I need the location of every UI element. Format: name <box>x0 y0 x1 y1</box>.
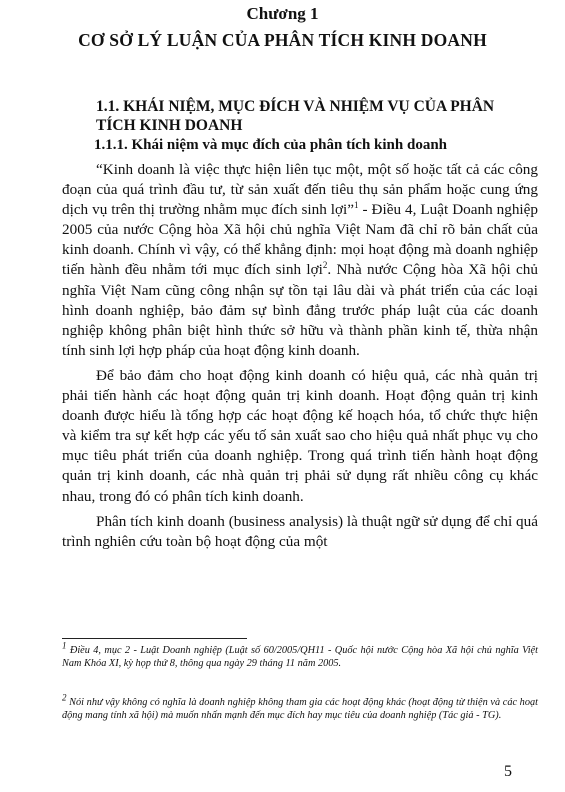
paragraph-1 <box>62 160 538 361</box>
paragraph-1-part-c: . Nhà nước Cộng hòa Xã hội chủ nghĩa Việt Nam cũng công nhận sự tồn tại lâu dài và phát triển của các loại hình doanh nghiệp, bảo đảm sự bình đẳng trước pháp luật của các doanh nghiệp không phân biệt hình thức sở hữu và thành phần kinh tế, thừa nhận tính sinh lợi hợp pháp của hoạt động kinh doanh. <box>62 261 538 359</box>
footnote-separator <box>62 638 247 639</box>
footnote-1-mark: 1 <box>62 640 67 651</box>
chapter-label: Chương 1 <box>246 4 319 23</box>
chapter-title: CƠ SỞ LÝ LUẬN CỦA PHÂN TÍCH KINH DOANH <box>78 30 487 50</box>
footnote-ref-2: 2 <box>322 260 328 271</box>
body-text <box>62 160 538 557</box>
paragraph-1-part-a: “Kinh doanh là việc thực hiện liên tục một, một số hoặc tất cả các công đoạn của quá trình đầu tư, từ sản xuất đến tiêu thụ sản phẩm hoặc cung ứng dịch vụ trên thị trường nhằm mục đích sinh lợi” <box>62 161 538 219</box>
footnote-1 <box>62 640 538 670</box>
paragraph-2: Để bảo đảm cho hoạt động kinh doanh có hiệu quả, các nhà quản trị phải tiến hành các hoạt động quản trị kinh doanh. Hoạt động quản trị kinh doanh được hiểu là tổng hợp các hoạt động kế hoạch hóa, tổ chức thực hiện và kiểm tra sự kết hợp các yếu tố sản xuất sao cho hiệu quả nhất phục vụ cho mục tiêu phát triển của doanh nghiệp. Trong quá trình tiến hành hoạt động quản trị kinh doanh, các nhà quản trị phải sử dụng rất nhiều công cụ khác nhau, trong đó có phân tích kinh doanh. <box>62 366 538 505</box>
footnote-2 <box>62 692 538 722</box>
paragraph-3: Phân tích kinh doanh (business analysis) là thuật ngữ sử dụng để chỉ quá trình nghiên cứu toàn bộ hoạt động của một <box>62 512 538 550</box>
paragraph-1-part-b: - Điều 4, Luật Doanh nghiệp 2005 của nước Cộng hòa Xã hội chủ nghĩa Việt Nam đã chỉ rõ bản chất của kinh doanh. Chính vì vậy, có thể khẳng định: mọi hoạt động mà doanh nghiệp tiến hành đều nhằm tới mục đích sinh lợi <box>62 201 538 279</box>
footnote-ref-1: 1 <box>354 200 359 211</box>
footnote-2-text: Nói như vậy không có nghĩa là doanh nghiệp không tham gia các hoạt động khác (hoạt động từ thiện và các hoạt động mang tính xã hội) mà muốn nhấn mạnh đến mục đích hay mục tiêu của doanh nghiệp (Tác giả - TG). <box>62 697 538 721</box>
subsection-heading: 1.1.1. Khái niệm và mục đích của phân tích kinh doanh <box>94 137 448 153</box>
page-number: 5 <box>504 763 512 780</box>
footnote-1-text: Điều 4, mục 2 - Luật Doanh nghiệp (Luật số 60/2005/QH11 - Quốc hội nước Cộng hòa Xã hội chủ nghĩa Việt Nam Khóa XI, kỳ họp thứ 8, thông qua ngày 29 tháng 11 năm 2005. <box>62 645 538 669</box>
section-heading: 1.1. KHÁI NIỆM, MỤC ĐÍCH VÀ NHIỆM VỤ CỦA PHÂN TÍCH KINH DOANH <box>96 98 495 134</box>
footnote-2-mark: 2 <box>62 692 67 703</box>
